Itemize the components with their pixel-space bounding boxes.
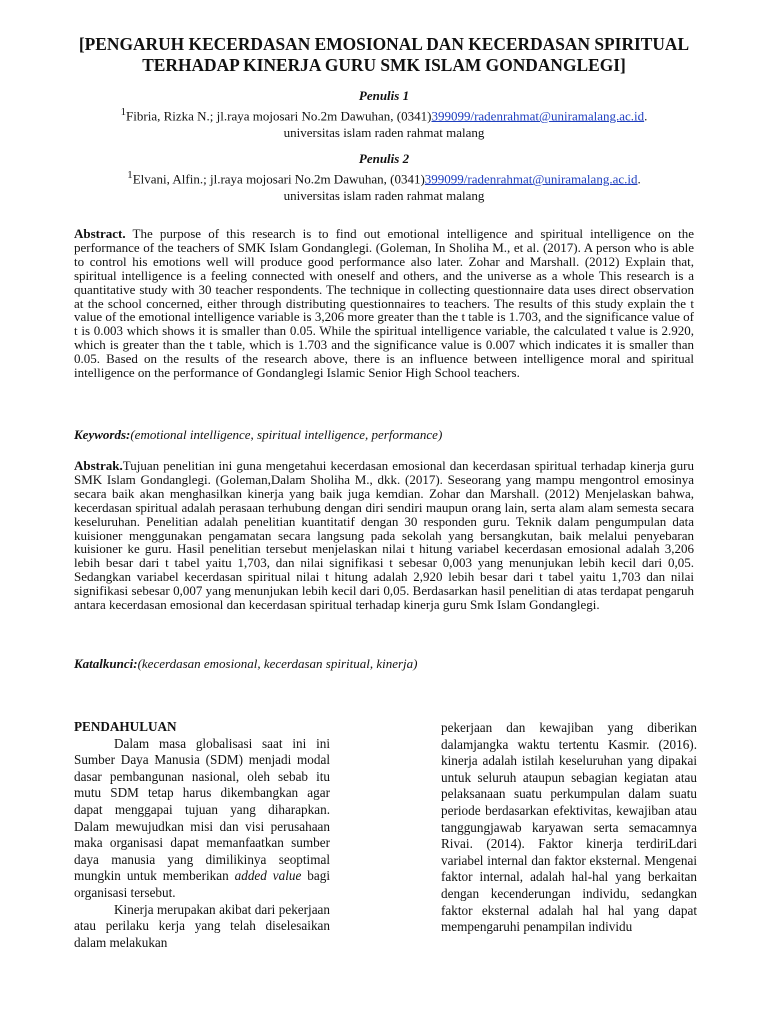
intro-p1-text-a: Dalam masa globalisasi saat ini ini Sumber Daya Manusia (SDM) menjadi modal dasar pembangunan nasional, oleh sebab itu mutu SDM tetap harus dikembangkan agar dapat menggapai tujuan yang diharapkan. Dalam mewujudkan misi dan visi perusahaan maka organisasi dapat memanfaatkan sumber daya manusia yang dimilikinya seoptimal mungkin untuk memberikan: [74, 735, 330, 884]
author-contact: [40, 104, 728, 124]
body-column-right: [441, 720, 697, 936]
title-line-1: [PENGARUH KECERDASAN EMOSIONAL DAN KECERDASAN SPIRITUAL: [78, 34, 690, 54]
intro-paragraph-2: Kinerja merupakan akibat dari pekerjaan atau perilaku kerja yang telah diselesaikan dalam melakukan: [74, 901, 330, 950]
katakunci-label: Katalkunci:: [74, 656, 138, 671]
author-name-address: Elvani, Alfin.; jl.raya mojosari No.2m Dawuhan, (0341): [132, 171, 425, 187]
author-name-address: Fibria, Rizka N.; jl.raya mojosari No.2m Dawuhan, (0341): [126, 108, 432, 124]
author-superscript: 1: [120, 106, 127, 118]
paper-title: [40, 34, 728, 76]
abstract-english: [74, 227, 694, 380]
body-column-left: [74, 719, 330, 951]
author-punct: .: [644, 108, 648, 124]
katakunci-text: (kecerdasan emosional, kecerdasan spiritual, kinerja): [137, 656, 418, 671]
author-email-link[interactable]: 399099/radenrahmat@uniramalang.ac.id: [431, 108, 645, 124]
keywords-english: [74, 428, 694, 442]
section-heading: PENDAHULUAN: [74, 719, 177, 734]
author-1: [40, 87, 728, 141]
author-2: [40, 150, 728, 204]
title-line-2: TERHADAP KINERJA GURU SMK ISLAM GONDANGLEGI]: [142, 55, 626, 75]
author-affiliation: universitas islam raden rahmat malang: [283, 188, 485, 204]
abstract-label: Abstract.: [74, 226, 126, 241]
author-role: Penulis 1: [358, 88, 410, 103]
abstrak-text: Tujuan penelitian ini guna mengetahui kecerdasan emosional dan kecerdasan spiritual terhadap kinerja guru SMK Islam Gondanglegi. (Goleman,Dalam Sholiha M., dkk. (2017). Seseorang yang mampu mengontrol emosinya secara baik akan menghasilkan kinerja yang baik juga kemdian. Zohar dan Marshall. (2012) Menjelaskan bahwa, kecerdasan spiritual adalah perasaan terhubung dengan diri sendiri maupun orang lain, serta alam alam semesta secara keseluruhan. Penelitian adalah penelitian kuantitatif dengan 30 responden guru. Teknik dalam pengumpulan data kuisioner menggunakan pengamatan secara langsung pada sekolah yang bersangkutan, baik melalui penyebaran kuisioner ke guru. Hasil penelitian tersebut menjelaskan nilai t hitung variabel kecerdasan emosional adalah 3,206 lebih besar dari t tabel yaitu 1,703, dan nilai signifikasi t sebesar 0,003 yang menunjukan lebih kecil dari 0,05. Sedangkan variabel kecerdasan spiritual nilai t hitung adalah 2,920 lebih besar dari t tabel yaitu 1,703 dan nilai signifikasi sebesar 0,007 yang menunjukan lebih kecil dari 0,05. Berdasarkan hasil penelitian di atas terdapat pengaruh antara kecerdasan emosional dan kecerdasan spiritual terhadap kinerja guru Smk Islam Gondanglegi.: [74, 458, 694, 613]
abstract-indonesian: [74, 459, 694, 612]
intro-p1-text-b: bagi organisasi tersebut.: [74, 868, 330, 900]
author-punct: .: [637, 171, 641, 187]
author-affiliation: universitas islam raden rahmat malang: [283, 125, 485, 141]
keywords-text: (emotional intelligence, spiritual intelligence, performance): [130, 427, 443, 442]
intro-paragraph-1: [74, 736, 330, 902]
intro-p1-emphasis: added value: [234, 868, 302, 884]
intro-paragraph-continued: pekerjaan dan kewajiban yang diberikan dalamjangka waktu tertentu Kasmir. (2016). kinerja adalah istilah keseluruhan yang dipakai untuk seluruh ataupun sebagian kegiatan atau pelaksanaan suatu perkumpulan dalam suatu periode berdasarkan efektivitas, kewajiban atau tanggungjawab karyawan serta semacamnya Rivai. (2014). Faktor kinerja terdiriLdari variabel internal dan faktor eksternal. Mengenai faktor internal, adalah hal-hal yang berkaitan dengan kecenderungan individu, sedangkan faktor eksternal adalah hal hal yang dapat mempengaruhi penampilan individu: [441, 720, 697, 935]
author-role: Penulis 2: [358, 151, 410, 166]
abstrak-label: Abstrak.: [74, 458, 123, 473]
keywords-indonesian: [74, 657, 694, 671]
abstract-text: The purpose of this research is to find out emotional intelligence and spiritual intelligence on the performance of the teachers of SMK Islam Gondanglegi. (Goleman, In Sholiha M., et al. (2017). A person who is able to control his emotions well will produce good performance also later. Zohar and Marshall. (2012) Explain that, spiritual intelligence is a feeling connected with oneself and others, and the universe as a whole This research is a quantitative study with 30 teacher respondents. The technique in collecting questionnaire data uses direct observation at the school concerned, either through distributing questionnaires to teachers. The results of this study explain the t value of the emotional intelligence variable is 3,206 more greater than the t table is 1.703, and the significance value of t is 0.003 which shows it is smaller than 0.05. While the spiritual intelligence variable, the calculated t value is 2.920, which is greater than the t table, which is 1.703 and the significance value is 0.007 which indicates it is smaller than 0.05. Based on the results of the research above, there is an influence between intelligence moral and spiritual intelligence on the performance of Gondanglegi Islamic Senior High School teachers.: [74, 226, 694, 381]
author-superscript: 1: [127, 169, 133, 181]
author-email-link[interactable]: 399099/radenrahmat@uniramalang.ac.id: [424, 171, 638, 187]
keywords-label: Keywords:: [74, 427, 131, 442]
author-contact: [40, 167, 728, 187]
